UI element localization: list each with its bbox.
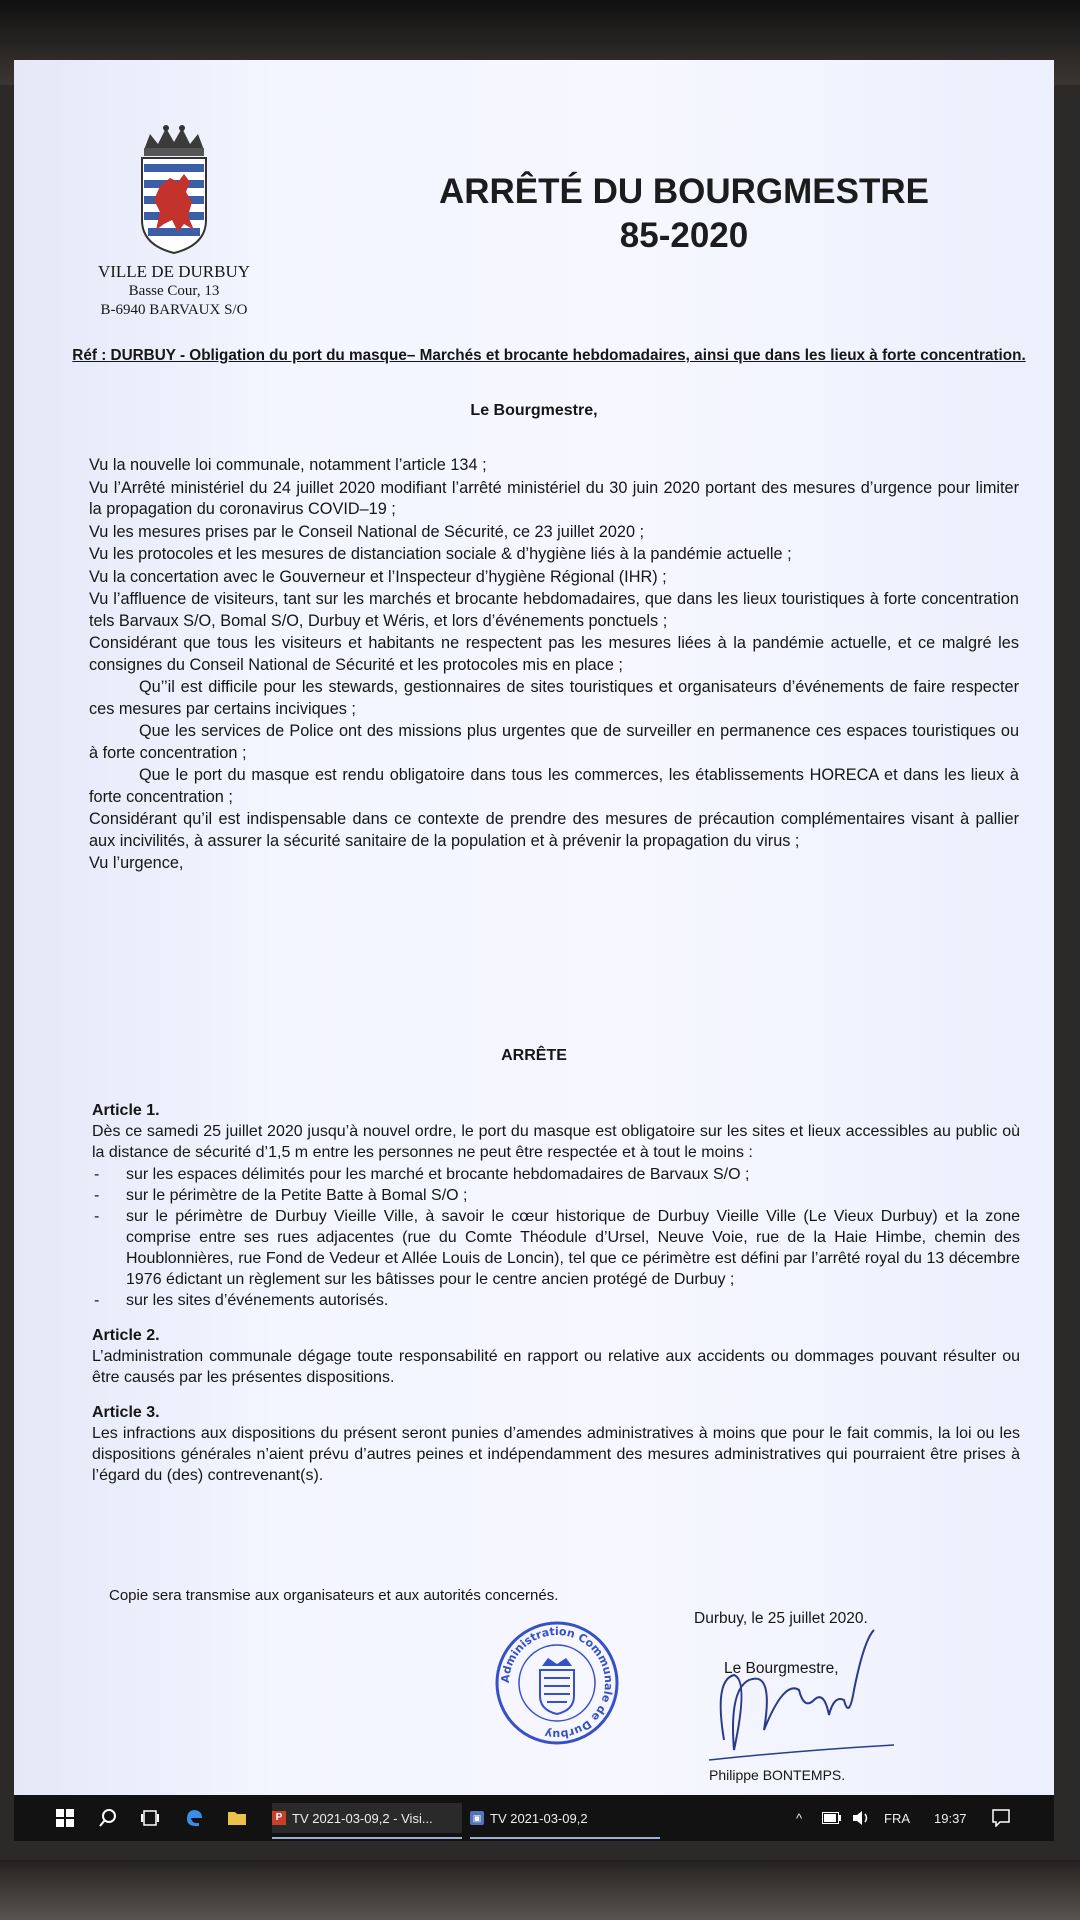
battery-icon[interactable] — [822, 1795, 842, 1841]
article-3-text: Les infractions aux dispositions du présent seront punies d’amendes administratives à moins que pour le fait commis, la loi ou les dispositions générales n’aient prévu d’autres peines et indépendamment des mesures administratives qui pourraient être prises à l’égard du (des) contrevenant(s). — [92, 1425, 1020, 1484]
article-3-heading: Article 3. — [92, 1404, 160, 1421]
article-2-heading: Article 2. — [92, 1327, 160, 1344]
consideration-item: Vu la concertation avec le Gouverneur et l’Inspecteur d’hygiène Régional (IHR) ; — [89, 567, 667, 586]
consideration-item: Que les services de Police ont des missions plus urgentes que de surveiller en permanence ces espaces touristiques ou à forte concentration ; — [89, 722, 1019, 762]
article-1-text: Dès ce samedi 25 juillet 2020 jusqu’à nouvel ordre, le port du masque est obligatoire sur les sites et lieux accessibles au public où la distance de sécurité d’1,5 m entre les personnes ne peut être respectée et à tout le moins : — [92, 1123, 1020, 1161]
active-indicator — [470, 1837, 660, 1839]
article-1-list — [92, 1164, 1020, 1311]
consideration-item: Que le port du masque est rendu obligatoire dans tous les commerces, les établissements HORECA et dans les lieux à forte concentration ; — [89, 766, 1019, 806]
seal-text: Administration Communale de Durbuy — [498, 1624, 616, 1742]
reference-line: Réf : DURBUY - Obligation du port du masque– Marchés et brocante hebdomadaires, ainsi que dans les lieux à forte concentration. — [72, 347, 1026, 364]
consideration-item: Vu les mesures prises par le Conseil National de Sécurité, ce 23 juillet 2020 ; — [89, 522, 645, 541]
copy-note: Copie sera transmise aux organisateurs et aux autorités concernés. — [109, 1587, 559, 1604]
official-seal-stamp — [492, 1618, 622, 1754]
handwritten-signature — [704, 1620, 904, 1776]
signatory-title: Le Bourgmestre, — [724, 1660, 839, 1677]
taskbar-app-viewer[interactable] — [470, 1803, 660, 1833]
title-line-2: 85-2020 — [619, 216, 749, 255]
articles — [92, 1100, 1020, 1486]
folder-icon[interactable] — [227, 1795, 247, 1841]
active-indicator — [272, 1837, 462, 1839]
document-page — [14, 60, 1054, 1795]
svg-text:Administration Communale de Du — [499, 1625, 615, 1741]
decree-heading: ARRÊTE — [501, 1047, 567, 1064]
organization-name: VILLE DE DURBUY — [97, 262, 251, 281]
consideration-item: Considérant qu’il est indispensable dans ce contexte de prendre des mesures de précaution complémentaires visant à pallier aux incivilités, à assurer la sécurité sanitaire de la population et à prévenir la propagation du virus ; — [89, 810, 1019, 850]
organization-address-line-1: Basse Cour, 13 — [128, 283, 220, 299]
consideration-item: Vu les protocoles et les mesures de distanciation sociale & d’hygiène liés à la pandémie actuelle ; — [89, 545, 792, 563]
consideration-item: Vu la nouvelle loi communale, notamment l’article 134 ; — [89, 456, 487, 474]
clock[interactable]: 19:37 — [934, 1810, 967, 1826]
organization-address-line-2: B-6940 BARVAUX S/O — [100, 302, 248, 318]
list-item: - sur les sites d’événements autorisés. — [92, 1290, 1020, 1311]
language-indicator[interactable]: FRA — [884, 1810, 910, 1826]
notification-icon[interactable] — [992, 1795, 1010, 1841]
task-view-icon[interactable] — [140, 1795, 160, 1841]
consideration-item: Considérant que tous les visiteurs et habitants ne respectent pas les mesures liées à la pandémie actuelle, et ce malgré les consignes du Conseil National de Sécurité et les protocoles mis en place ; — [89, 634, 1019, 674]
search-icon[interactable] — [98, 1795, 118, 1841]
article-2 — [92, 1325, 1020, 1388]
consideration-item: Vu l’urgence, — [89, 854, 184, 872]
windows-taskbar — [14, 1795, 1054, 1841]
monitor-screen — [14, 60, 1054, 1795]
document-title — [434, 170, 934, 258]
article-1-heading: Article 1. — [92, 1102, 160, 1119]
durbuy-coat-of-arms-icon — [74, 120, 274, 255]
taskbar-app-powerpoint[interactable] — [272, 1803, 462, 1833]
edge-icon[interactable] — [184, 1795, 204, 1841]
title-line-1: ARRÊTÉ DU BOURGMESTRE — [438, 172, 930, 211]
consideration-item: Vu l’Arrêté ministériel du 24 juillet 2020 modifiant l’arrêté ministériel du 30 juin 2020 portant des mesures d’urgence pour limiter la propagation du coronavirus COVID–19 ; — [89, 478, 1019, 518]
volume-icon[interactable] — [852, 1795, 872, 1841]
list-item: - sur le périmètre de Durbuy Vieille Ville, à savoir le cœur historique de Durbuy Vieille Ville (Le Vieux Durbuy) et la zone comprise entre ses rues adjacentes (rue du Comte Théodule d’Ursel, Neuve Voie, rue de la Haie Himbe, chemin des Houblonnières, rue Fond de Vedeur et Allée Louis de Loncin), tel que ce périmètre est défini par l’arrêté royal du 13 décembre 1976 édictant un règlement sur les bâtisses pour le centre ancien protégé de Durbuy ; — [92, 1206, 1020, 1290]
list-item: - sur le périmètre de la Petite Batte à Bomal S/O ; — [92, 1185, 1020, 1206]
viewer-app-icon: ▣ — [470, 1811, 484, 1825]
considerations — [89, 455, 1019, 875]
powerpoint-icon: P — [272, 1811, 286, 1825]
consideration-item: Qu’’il est difficile pour les stewards, gestionnaires de sites touristiques et organisateurs d’événements de faire respecter ces mesures par certains inciviques ; — [89, 678, 1019, 718]
taskbar-app-label: TV 2021-03-09,2 - Visi... — [292, 1810, 433, 1826]
greeting: Le Bourgmestre, — [470, 402, 598, 419]
signatory-name: Philippe BONTEMPS. — [709, 1767, 846, 1783]
article-2-text: L’administration communale dégage toute responsabilité en rapport ou relative aux accidents ou dommages pouvant résulter ou être causés par les présentes dispositions. — [92, 1348, 1020, 1386]
place-date: Durbuy, le 25 juillet 2020. — [694, 1610, 868, 1627]
windows-logo-icon[interactable] — [56, 1795, 74, 1841]
taskbar-app-label: TV 2021-03-09,2 — [490, 1810, 588, 1826]
background-wall-bottom — [0, 1860, 1080, 1920]
list-item: - sur les espaces délimités pour les marché et brocante hebdomadaires de Barvaux S/O ; — [92, 1164, 1020, 1185]
tray-chevron-icon[interactable]: ^ — [796, 1810, 803, 1826]
consideration-item: Vu l’affluence de visiteurs, tant sur les marchés et brocante hebdomadaires, que dans les lieux touristiques à forte concentration tels Barvaux S/O, Bomal S/O, Durbuy et Wéris, et lors d’événements ponctuels ; — [89, 590, 1019, 630]
article-3 — [92, 1402, 1020, 1486]
letterhead — [74, 120, 274, 320]
